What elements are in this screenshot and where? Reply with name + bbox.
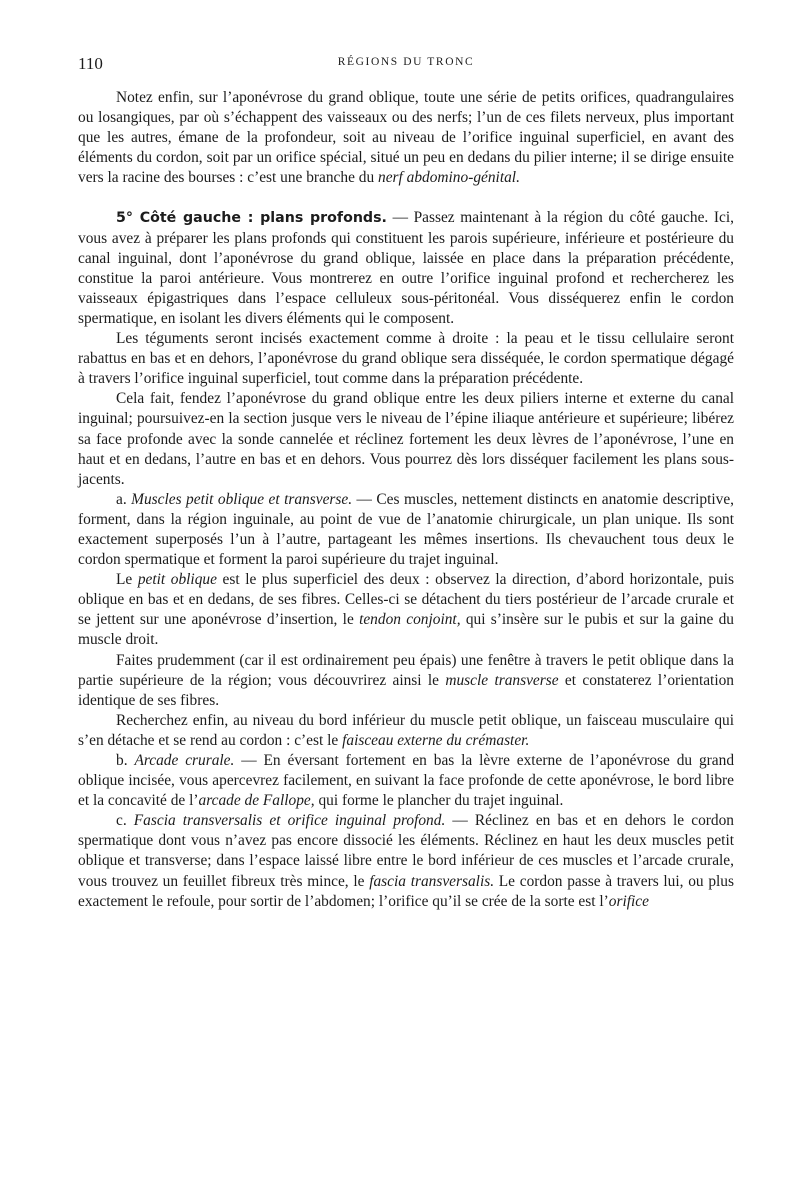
text-run: est le plus superficiel des deux : observez la direction, d’abord horizontale, puis oblique en bas et en dedans, de ses fibres. Celles-ci se détachent du tiers postérieur de l’arcade crurale et se jettent sur une aponévrose d’insertion, le [78,571,734,629]
italic-term: arcade de Fallope, [198,792,315,810]
text-run: — Réclinez en bas et en dehors le cordon spermatique dont vous n’avez pas encore dissocié les éléments. Réclinez en haut les deux muscles petit oblique et transverse; dans l’espace laissé libre entre le bord inférieur de ces muscles et l’arcade crurale, vous trouvez un feuillet fibreux très mince, le [78,812,734,890]
text-run: — Passez maintenant à la région du côté gauche. Ici, vous avez à préparer les plans profonds qui constituent les parois supérieure, inférieure et postérieure du canal inguinal, dont l’aponévrose du grand oblique, laissée en place dans la préparation précédente, constitue la paroi antérieure. Vous montrerez en outre l’orifice inguinal profond et rechercherez les vaisseaux épigastriques dans l’espace celluleux sous-péritonéal. Vous disséquerez enfin le cordon spermatique, en isolant les divers éléments qui le composent. [78,209,734,327]
italic-term: Arcade crurale. [134,752,235,769]
book-page [78,52,734,912]
italic-term: muscle transverse [445,671,559,689]
body-text [78,88,734,912]
text-run: Notez enfin, sur l’aponévrose du grand oblique, toute une série de petits orifices, quadrangulaires ou losangiques, par où s’échappent des vaisseaux ou des nerfs; l’un de ces filets nerveux, plus important que les autres, émane de la profondeur, soit au niveau de l’orifice inguinal superficiel, en avant des éléments du cordon, soit par un orifice spécial, situé un peu en dedans du pilier interne; il se dirige ensuite vers la racine des bourses : c’est une branche du [78,89,734,187]
italic-term: faisceau externe du crémaster. [342,731,530,749]
paragraph [78,570,734,650]
italic-term: nerf abdomino-génital. [378,169,520,187]
text-run: Le cordon passe à travers lui, ou plus exactement le refoule, pour sortir de l’abdomen; l’orifice qu’il se crée de la sorte est l’ [78,872,734,910]
text-run: Les téguments seront incisés exactement comme à droite : la peau et le tissu cellulaire seront rabattus en bas et en dehors, l’aponévrose du grand oblique sera disséquée, le cordon spermatique dégagé à travers l’orifice inguinal superficiel, tout comme dans la préparation précédente. [78,330,734,388]
text-run: — En éversant fortement en bas la lèvre externe de l’aponévrose du grand oblique incisée, vous apercevrez facilement, en suivant la face profonde de cette aponévrose, le bord libre et la concavité de l’ [78,752,735,810]
section-heading: 5° Côté gauche : plans profonds. [116,210,387,227]
paragraph [78,651,734,711]
text-run: Cela fait, fendez l’aponévrose du grand oblique entre les deux piliers interne et externe du canal inguinal; poursuivez-en la section jusque vers le niveau de l’épine iliaque antérieure et supérieure; libérez sa face profonde avec la sonde cannelée et réclinez fortement les deux lèvres de l’aponévrose, l’une en haut et en dedans, l’autre en bas et en dehors. Vous pourrez dès lors disséquer facilement les plans sous-jacents. [78,390,734,488]
paragraph [78,88,734,188]
italic-term: petit oblique [137,571,217,589]
text-run: qui forme le plancher du trajet inguinal. [314,792,564,810]
paragraph [78,208,734,329]
paragraph [78,490,734,570]
page-number: 110 [78,54,103,73]
italic-term: tendon conjoint, [359,611,461,629]
text-run: Le [116,571,138,589]
text-run: Recherchez enfin, au niveau du bord inférieur du muscle petit oblique, un faisceau musculaire qui s’en détache et se rend au cordon : c’est le [78,711,734,749]
text-run: a. [116,490,132,508]
italic-term: Fascia transversalis et orifice inguinal profond. [133,812,446,830]
text-run: c. [116,812,134,830]
italic-term: orifice [608,892,649,910]
running-title: RÉGIONS DU TRONC [337,56,475,68]
paragraph [78,711,734,751]
italic-term: fascia transversalis. [369,872,495,890]
paragraph [78,329,734,389]
text-run: — Ces muscles, nettement distincts en anatomie descriptive, forment, dans la région inguinale, au point de vue de l’anatomie chirurgicale, un plan unique. Ils sont exactement superposés l’un à l’autre, partageant les mêmes insertions. Ils chevauchent tous deux le cordon spermatique et forment la paroi supérieure du trajet inguinal. [78,490,735,569]
text-run: qui s’insère sur le pubis et sur la gaine du muscle droit. [78,611,734,649]
paragraph [78,389,734,489]
text-run: et constaterez l’orientation identique de ses fibres. [78,671,734,709]
text-run: b. [116,752,135,769]
paragraph [78,811,734,911]
italic-term: Muscles petit oblique et transverse. [131,490,353,508]
text-run: Faites prudemment (car il est ordinairement peu épais) une fenêtre à travers le petit oblique dans la partie supérieure de la région; vous découvrirez ainsi le [78,651,734,689]
paragraph [78,751,734,811]
page-header [78,52,734,74]
